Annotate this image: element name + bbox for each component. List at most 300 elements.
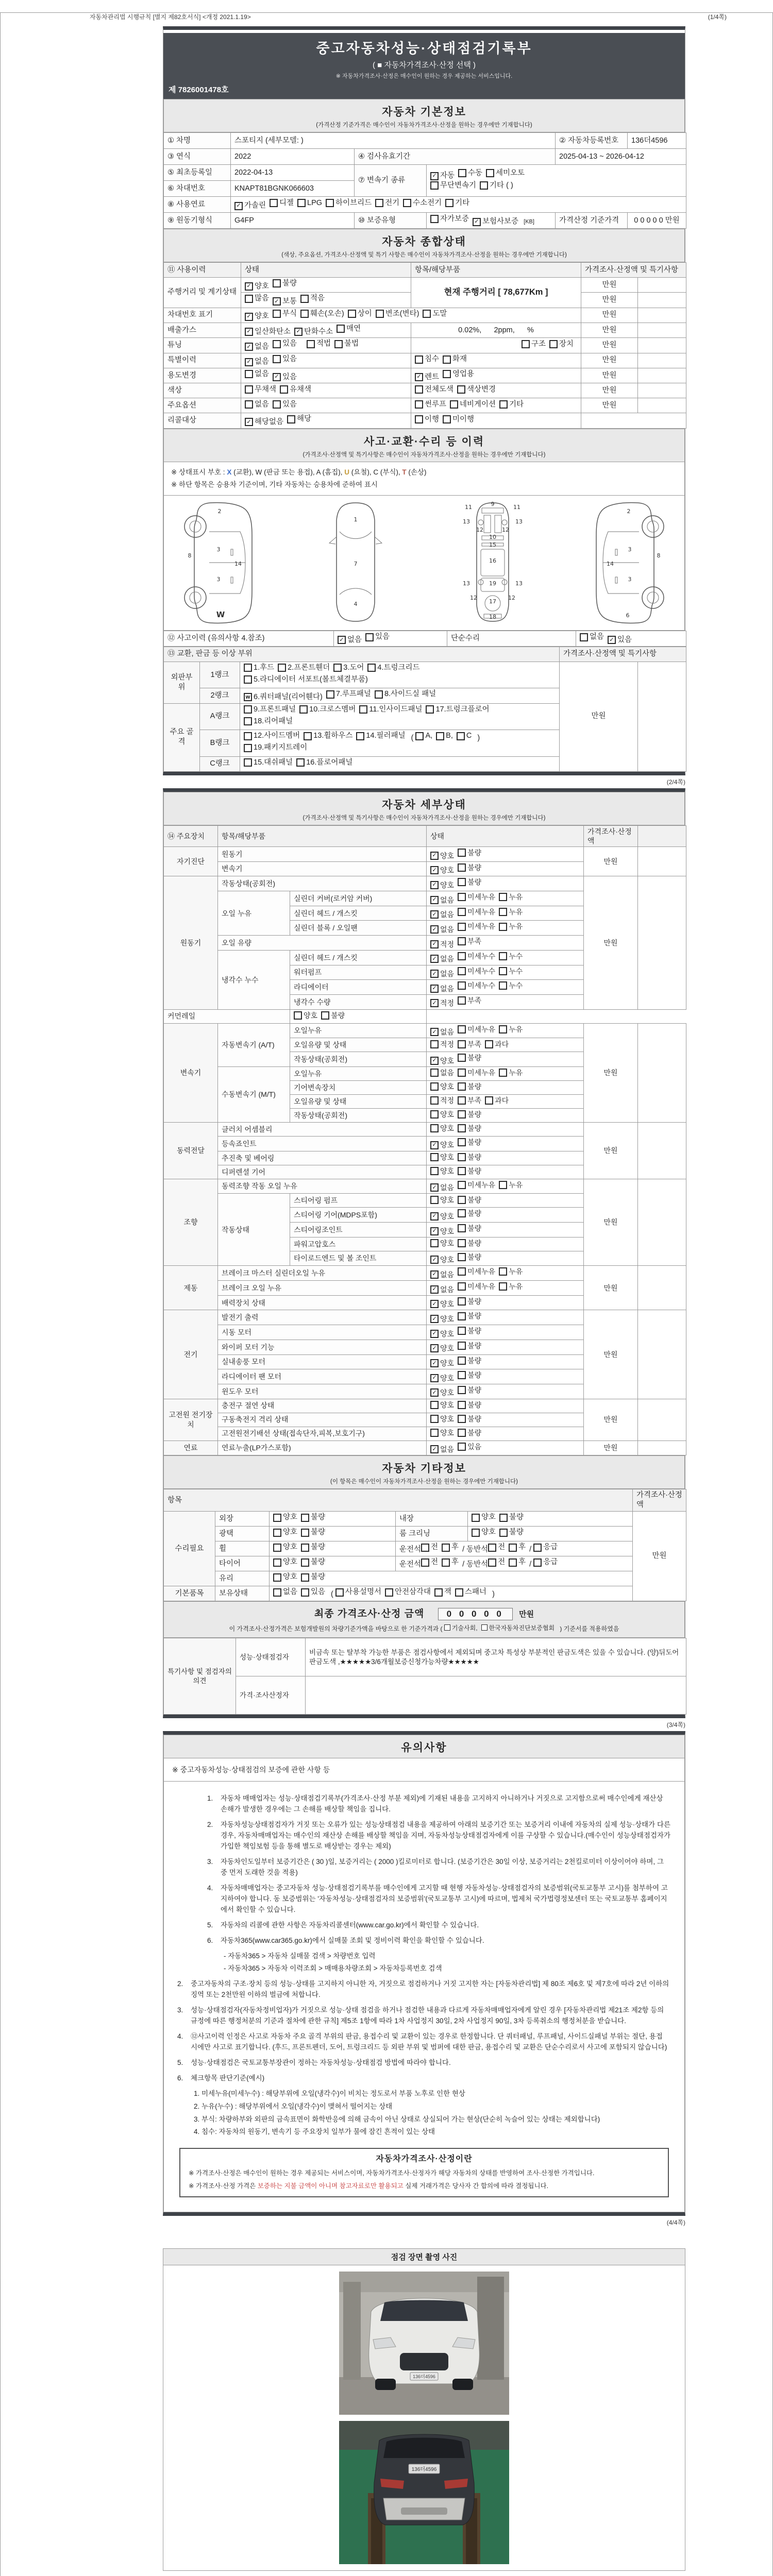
checkbox-item (458, 1166, 481, 1176)
price-cell: 만원 (581, 338, 638, 353)
row-label: 룸 크리닝 (396, 1526, 468, 1541)
page-number-label: (2/4쪽) (666, 778, 685, 786)
column-header: 상태 (241, 263, 411, 278)
checkbox-item (430, 1374, 454, 1383)
checkbox-item (430, 984, 454, 993)
checkbox-label: 무채색 (255, 385, 277, 394)
checkbox-item (458, 1082, 481, 1091)
checkbox-item (430, 1082, 454, 1091)
text: ) (490, 1590, 495, 1599)
checkbox-label: 있음 (282, 354, 297, 363)
checkbox-item (457, 385, 496, 395)
row-label: 배력장치 상태 (218, 1295, 427, 1310)
checkbox-empty-icon (415, 385, 423, 394)
checkbox-item (458, 1096, 481, 1105)
checkbox-empty-icon (356, 732, 364, 740)
checkbox-label: 없음 (440, 1285, 455, 1294)
checkbox-empty-icon (430, 1082, 439, 1091)
group-label: 외판부위 (164, 662, 200, 703)
value-cell (334, 631, 447, 646)
value-cell (427, 1310, 584, 1325)
notice-sub-item: - 자동차365 > 자동차 이력조회 > 매매용차량조회 > 자동차등록번호 검색 (224, 1964, 442, 1973)
checkbox-label: 불량 (467, 863, 482, 872)
checkbox-empty-icon (365, 633, 374, 641)
notice-item (207, 1920, 671, 1931)
checkbox-checked-icon: ✓ (430, 172, 439, 180)
checkbox-empty-icon (300, 310, 309, 318)
checkbox-empty-icon (458, 878, 466, 886)
checkbox-empty-icon (244, 758, 252, 767)
notice-item (207, 1883, 671, 1916)
checkbox-empty-icon (458, 1371, 466, 1379)
notice-item (207, 1936, 671, 1946)
row-label: 휠 (215, 1541, 270, 1556)
value-cell (427, 1369, 584, 1384)
panel-number: 1 (354, 516, 358, 523)
checkbox-empty-icon (549, 340, 558, 348)
checkbox-item (430, 880, 454, 890)
checkbox-empty-icon (443, 370, 451, 378)
checkbox-item (337, 324, 361, 334)
checkbox-item (415, 415, 439, 425)
row-label: 스티어링 기어(MDPS포함) (290, 1208, 427, 1223)
checkbox-label: 후 (518, 1558, 526, 1567)
checkbox-empty-icon (326, 199, 334, 207)
checkbox-item (415, 731, 432, 741)
checkbox-checked-icon: ✓ (234, 202, 243, 210)
checkbox-empty-icon (280, 385, 288, 394)
row-label: 오일유량 및 상태 (290, 1038, 427, 1052)
row-label: ⑧ 사용연료 (164, 197, 231, 213)
checkbox-empty-icon (458, 967, 466, 975)
checkbox-item (415, 400, 446, 410)
row-label: 내장 (396, 1511, 468, 1526)
checkbox-label: 유채색 (290, 385, 312, 394)
checkbox-label: 후 (451, 1558, 459, 1567)
checkbox-item (499, 1267, 523, 1276)
row-label: 실린더 헤드 / 개스킷 (290, 950, 427, 965)
checkbox-label: 전 (498, 1558, 506, 1567)
price-cell: 만원 (584, 1310, 638, 1399)
checkbox-label: 부족 (467, 937, 482, 946)
final-price-note (164, 1623, 684, 1633)
checkbox-item (270, 198, 294, 208)
checkbox-item (443, 369, 474, 379)
checkbox-label: 미세누유 (467, 1069, 496, 1077)
basic-info-table (163, 132, 685, 229)
checkbox-empty-icon (457, 385, 465, 394)
group-label: B랭크 (200, 730, 240, 757)
notice-item-text: 자동차매매업자는 중고자동차 성능·상태점검기록부를 매수인에게 고지할 때 현행 자동차성능·상태점검자의 보증범위(국토교통부 고시)를 첨부하여 고지하여야 합니다. 동 보증범위는 '자동차성능·상태점검자의 보증범위'(국토교통부 고시)에 따르며, 법제처 국가법령정보센터 또는 국토교통부 홈페이지에서 확인할 수 있습니다. (221, 1884, 668, 1913)
price-box-line-1: ※ 가격조사·산정은 매수인이 원하는 경우 제공되는 서비스이며, 자동차가격조사·산정자가 해당 자동차의 상태를 반영하여 조사·산정한 가격입니다. (189, 2170, 595, 2177)
checkbox-empty-icon (297, 199, 306, 207)
value-cell (427, 1237, 584, 1251)
checkbox-empty-icon (472, 1529, 480, 1537)
checkbox-label: 없음 (590, 633, 604, 641)
legend-segment: (흠집), (320, 468, 345, 476)
checkbox-label: 양호 (440, 1374, 455, 1382)
section-title: 자동차 기타정보 (382, 1463, 466, 1475)
row-label: 냉각수 누수 (218, 950, 290, 1009)
text: / 동반석 (462, 1545, 489, 1554)
checkbox-empty-icon (499, 952, 507, 960)
legend-note: ※ 하단 항목은 승용차 기준이며, 기타 자동차는 승용차에 준하여 표시 (171, 481, 378, 489)
checkbox-empty-icon (455, 1588, 463, 1597)
checkbox-checked-icon: ✓ (273, 373, 281, 381)
checkbox-empty-icon (458, 1415, 466, 1423)
checkbox-item (273, 1528, 297, 1537)
checkbox-item (301, 1513, 325, 1522)
checkbox-item (499, 952, 523, 961)
checkbox-item (423, 309, 447, 319)
row-label: 오일누유 (290, 1023, 427, 1038)
checkbox-item (244, 705, 296, 715)
checkbox-item (458, 1195, 481, 1205)
checkbox-item (499, 1528, 524, 1537)
panel-number: 11 (513, 504, 521, 511)
panel-number: 15 (489, 541, 497, 549)
checkbox-empty-icon (301, 1573, 309, 1582)
checkbox-empty-icon (333, 664, 342, 672)
checkbox-item (608, 635, 632, 645)
checkbox-empty-icon (458, 1312, 466, 1320)
row-label: ⑦ 변속기 종류 (355, 165, 427, 197)
text: / 동반석 (462, 1560, 489, 1569)
checkbox-item (458, 981, 495, 990)
checkbox-checked-icon: ✓ (430, 1227, 439, 1235)
checkbox-label: 적정 (440, 999, 455, 1008)
checkbox-empty-icon (499, 981, 507, 990)
checkbox-empty-icon (426, 705, 434, 714)
checkbox-item (430, 1183, 454, 1192)
group-label: 특기사항 및 점검자의 의견 (164, 1638, 236, 1715)
page-number-4 (163, 2218, 685, 2227)
value-cell (427, 891, 584, 906)
price-cell: 만원 (633, 1511, 686, 1601)
checkbox-label: 불량 (311, 1573, 326, 1582)
price-cell: 만원 (584, 1179, 638, 1266)
checkbox-empty-icon (430, 1110, 439, 1118)
checkbox-label: 전 (431, 1558, 439, 1567)
checkbox-item (430, 1068, 454, 1077)
checkbox-label: 양호 (440, 866, 455, 875)
checkbox-item (301, 1557, 325, 1567)
checkbox-item (472, 1513, 496, 1522)
checkbox-label: 양호 (440, 1359, 455, 1367)
notice-item-number: 3. (177, 2006, 183, 2014)
value-cell: 136더4596 (628, 133, 686, 149)
value-cell (241, 308, 581, 323)
checkbox-checked-icon: ✓ (430, 852, 439, 860)
checkbox-empty-icon (458, 1253, 466, 1261)
value-cell (427, 921, 584, 936)
checkbox-label: 양호 (440, 1314, 455, 1323)
price-box-text: 실제 거래가격은 당사자 간 합의에 따라 결정됩니다. (403, 2182, 549, 2190)
checkbox-item (273, 400, 297, 410)
panel-number: 10 (489, 534, 497, 541)
price-cell: 만원 (581, 368, 638, 383)
group-label: 2랭크 (200, 688, 240, 703)
checkbox-item (415, 372, 439, 382)
checkbox-item (326, 689, 371, 699)
checkbox-label: LPG (307, 198, 323, 207)
status-code-legend (163, 462, 685, 496)
group-label: 자기진단 (164, 847, 218, 876)
checkbox-item (296, 758, 352, 768)
value-cell (411, 353, 581, 368)
checkbox-label: 양호 (440, 1239, 455, 1248)
row-label: 커먼레일 (164, 1009, 290, 1023)
checkbox-label: 양호 (255, 312, 270, 321)
checkbox-label: 불량 (467, 1428, 482, 1437)
section-subtitle: (가격산정 기준가격은 매수인이 자동차가격조사·산정을 원하는 경우에만 기재합니다) (316, 122, 532, 128)
value-cell (270, 1526, 396, 1541)
legend-segment: (교환), (231, 468, 256, 476)
checkbox-item (375, 689, 436, 699)
checkbox-item (244, 717, 293, 726)
value-cell (240, 730, 560, 757)
checkbox-label: 자동 (440, 172, 455, 180)
checkbox-label: 없음 (440, 1069, 455, 1077)
value-cell (427, 994, 584, 1009)
price-cell: 만원 (584, 1122, 638, 1179)
checkbox-label: 11.인사이드패널 (369, 705, 423, 714)
group-label: 연료 (164, 1440, 218, 1455)
value-cell (427, 1223, 584, 1238)
checkbox-label: 없음 (440, 1183, 455, 1192)
legend-segment: ※ 상태표시 부호 : (171, 468, 227, 476)
group-label: 기본품목 (164, 1586, 215, 1601)
checkbox-item (301, 1528, 325, 1537)
checkbox-item (245, 282, 269, 292)
row-label: 튜닝 (164, 338, 241, 353)
checkbox-empty-icon (244, 744, 252, 752)
page-2 (163, 788, 685, 1719)
checkbox-item (426, 705, 489, 715)
checkbox-label: 기타 ( ) (490, 181, 513, 190)
checkbox-empty-icon (430, 1239, 439, 1247)
checkbox-label: 기타 (509, 400, 524, 409)
checkbox-item (430, 1414, 454, 1423)
checkbox-empty-icon (430, 1167, 439, 1175)
checkbox-item (273, 279, 297, 289)
row-label: 워터펌프 (290, 965, 427, 980)
row-label: 실내송풍 모터 (218, 1354, 427, 1369)
price-cell: 만원 (581, 293, 638, 308)
value-cell (638, 1122, 686, 1179)
price-box-title: 자동차가격조사·산정이란 (376, 2155, 473, 2164)
checkbox-label: 불량 (282, 279, 297, 287)
checkbox-label: 12.사이드멤버 (254, 732, 300, 740)
checkbox-label: 적음 (310, 294, 325, 303)
checkbox-item (458, 922, 495, 931)
checkbox-label: 양호 (440, 1388, 455, 1397)
checkbox-empty-icon (458, 1040, 466, 1048)
checkbox-checked-icon: ✓ (430, 1183, 439, 1192)
value-cell (468, 1526, 633, 1541)
checkbox-label: 누유 (509, 1180, 523, 1189)
checkbox-empty-icon (430, 215, 439, 223)
checkbox-item (458, 1053, 481, 1062)
checkbox-item (280, 385, 311, 395)
checkbox-label: C (466, 732, 472, 740)
checkbox-item (458, 1180, 495, 1190)
checkbox-item (304, 731, 352, 741)
checkbox-item (430, 1040, 454, 1049)
checkbox-label: 화재 (452, 355, 467, 364)
row-label: ⑨ 원동기형식 (164, 213, 231, 229)
checkbox-item (430, 1428, 454, 1437)
checkbox-item (455, 1587, 486, 1597)
value-cell (427, 1281, 584, 1296)
value-cell (638, 1399, 686, 1440)
price-survey-info-box (179, 2148, 669, 2197)
checkbox-label: 5.라디에이터 서포트(볼트체결부품) (254, 675, 368, 684)
panel-number: 8 (657, 552, 661, 560)
checkbox-label: 후 (518, 1543, 526, 1552)
checkbox-label: 하이브리드 (335, 198, 372, 207)
photo-front-view (339, 2272, 509, 2415)
checkbox-item (458, 1252, 481, 1262)
row-label: 오일 누유 (218, 891, 290, 936)
value-cell (427, 1399, 584, 1413)
checkbox-label: 세미오토 (496, 168, 525, 177)
checkbox-checked-icon: ✓ (430, 866, 439, 874)
group-label: 주요 골격 (164, 703, 200, 771)
checkbox-empty-icon (273, 1588, 281, 1597)
document-number: 제 7826001478호 (169, 86, 229, 94)
checkbox-item (334, 339, 359, 349)
section-basic-info-header (163, 99, 685, 132)
value-cell (240, 688, 560, 703)
row-label: 자동변속기 (A/T) (218, 1023, 290, 1066)
checkbox-label: 양호 (440, 1056, 455, 1065)
checkbox-label: 전 (431, 1543, 439, 1552)
price-box-line-2 (189, 2181, 660, 2191)
price-cell: 만원 (584, 1266, 638, 1310)
document-header (163, 31, 685, 99)
checkbox-empty-icon (499, 1514, 508, 1522)
checkbox-label: 없음 (283, 1588, 298, 1597)
checkbox-label: 과다 (495, 1040, 509, 1048)
notice-item (207, 1857, 671, 1878)
page-1 (163, 26, 685, 775)
checkbox-item (458, 168, 482, 178)
row-label: 스티어링 펌프 (290, 1194, 427, 1208)
checkbox-empty-icon (273, 1529, 281, 1537)
checkbox-item (333, 663, 364, 673)
checkbox-label: 없음 (255, 400, 270, 409)
checkbox-empty-icon (499, 1181, 507, 1189)
checkbox-label: 썬루프 (425, 400, 447, 409)
checkbox-empty-icon (499, 1267, 507, 1276)
notice-sub-item: 2. 누유(누수) : 해당부위에서 오일(냉각수)이 맺혀서 떨어지는 상태 (194, 2102, 393, 2110)
checkbox-label: 불량 (467, 1239, 482, 1248)
checkbox-empty-icon (480, 181, 488, 190)
checkbox-item (430, 925, 454, 934)
checkbox-item (244, 663, 274, 673)
row-label: 특별이력 (164, 353, 241, 368)
checkbox-empty-icon (533, 1544, 542, 1552)
panel-number: 13 (463, 518, 470, 526)
checkbox-item (458, 1400, 481, 1410)
checkbox-item (430, 866, 454, 875)
row-label: ③ 연식 (164, 149, 231, 165)
value-cell (411, 413, 581, 428)
checkbox-checked-icon: ✓ (430, 1344, 439, 1352)
row-label: 연료누출(LP가스포함) (218, 1440, 427, 1455)
checkbox-checked-icon: ✓ (430, 940, 439, 948)
checkbox-item (234, 201, 266, 211)
checkbox-empty-icon (443, 355, 451, 364)
checkbox-checked-icon: ✓ (430, 1388, 439, 1397)
checkbox-label: 도말 (432, 309, 447, 318)
value-cell (638, 383, 686, 398)
row-label: 수동변속기 (M/T) (218, 1066, 290, 1122)
checkbox-label: 양호 (440, 1124, 455, 1133)
checkbox-empty-icon (458, 1069, 466, 1077)
checkbox-item (480, 181, 513, 191)
checkbox-label: 디젤 (279, 198, 294, 207)
checkbox-label: 양호 (304, 1011, 318, 1020)
value-cell (427, 1165, 584, 1179)
price-cell: 만원 (581, 353, 638, 368)
checkbox-item (375, 198, 399, 208)
checkbox-item (458, 892, 495, 902)
checkbox-empty-icon (458, 1082, 466, 1091)
row-label: 파워고압호스 (290, 1237, 427, 1251)
checkbox-label: 2.프론트휀더 (288, 663, 330, 672)
checkbox-empty-icon (326, 690, 334, 699)
photos-body (163, 2265, 685, 2570)
checkbox-label: 적정 (440, 1096, 455, 1105)
checkbox-item (430, 1027, 454, 1037)
checkbox-item (436, 731, 453, 741)
checkbox-empty-icon (301, 1558, 309, 1567)
checkbox-checked-icon: ✓ (430, 1285, 439, 1294)
checkbox-empty-icon (415, 355, 423, 364)
checkbox-item (430, 940, 454, 949)
text: / (529, 1560, 534, 1569)
value-cell (427, 1080, 584, 1094)
checkbox-label: 양호 (440, 1329, 455, 1338)
checkbox-item (443, 354, 467, 364)
value-cell (427, 1108, 584, 1122)
checkbox-item (356, 731, 405, 741)
checkbox-label: 없음 (255, 370, 270, 379)
checkbox-item (481, 1623, 555, 1632)
checkbox-empty-icon (244, 664, 252, 672)
checkbox-label: 양호 (440, 1227, 455, 1235)
value-cell: KNAPT81BGNK066603 (231, 181, 355, 197)
notice-item-text: 자동차 매매업자는 성능·상태점검기록부(가격조사·산정 부분 제외)에 기재된 내용을 고지하지 아니하거나 거짓으로 고지함으로써 매수인에게 재산상 손해가 발생한 경우에는 그 손해를 배상할 책임을 집니다. (221, 1794, 663, 1814)
checkbox-label: 양호 (283, 1573, 298, 1582)
checkbox-empty-icon (273, 340, 281, 348)
checkbox-item (430, 1096, 454, 1105)
checkbox-label: 불량 (467, 1138, 482, 1146)
value-cell (427, 1295, 584, 1310)
checkbox-empty-icon (278, 664, 286, 672)
checkbox-item (499, 1025, 523, 1034)
checkbox-empty-icon (458, 908, 466, 916)
checkbox-item (415, 385, 453, 395)
value-cell (241, 353, 411, 368)
checkbox-empty-icon (301, 1529, 309, 1537)
checkbox-empty-icon (450, 400, 458, 409)
checkbox-empty-icon (445, 199, 453, 207)
row-label: 성능·상태점검자 (236, 1638, 306, 1676)
notice-item (177, 1979, 671, 2001)
